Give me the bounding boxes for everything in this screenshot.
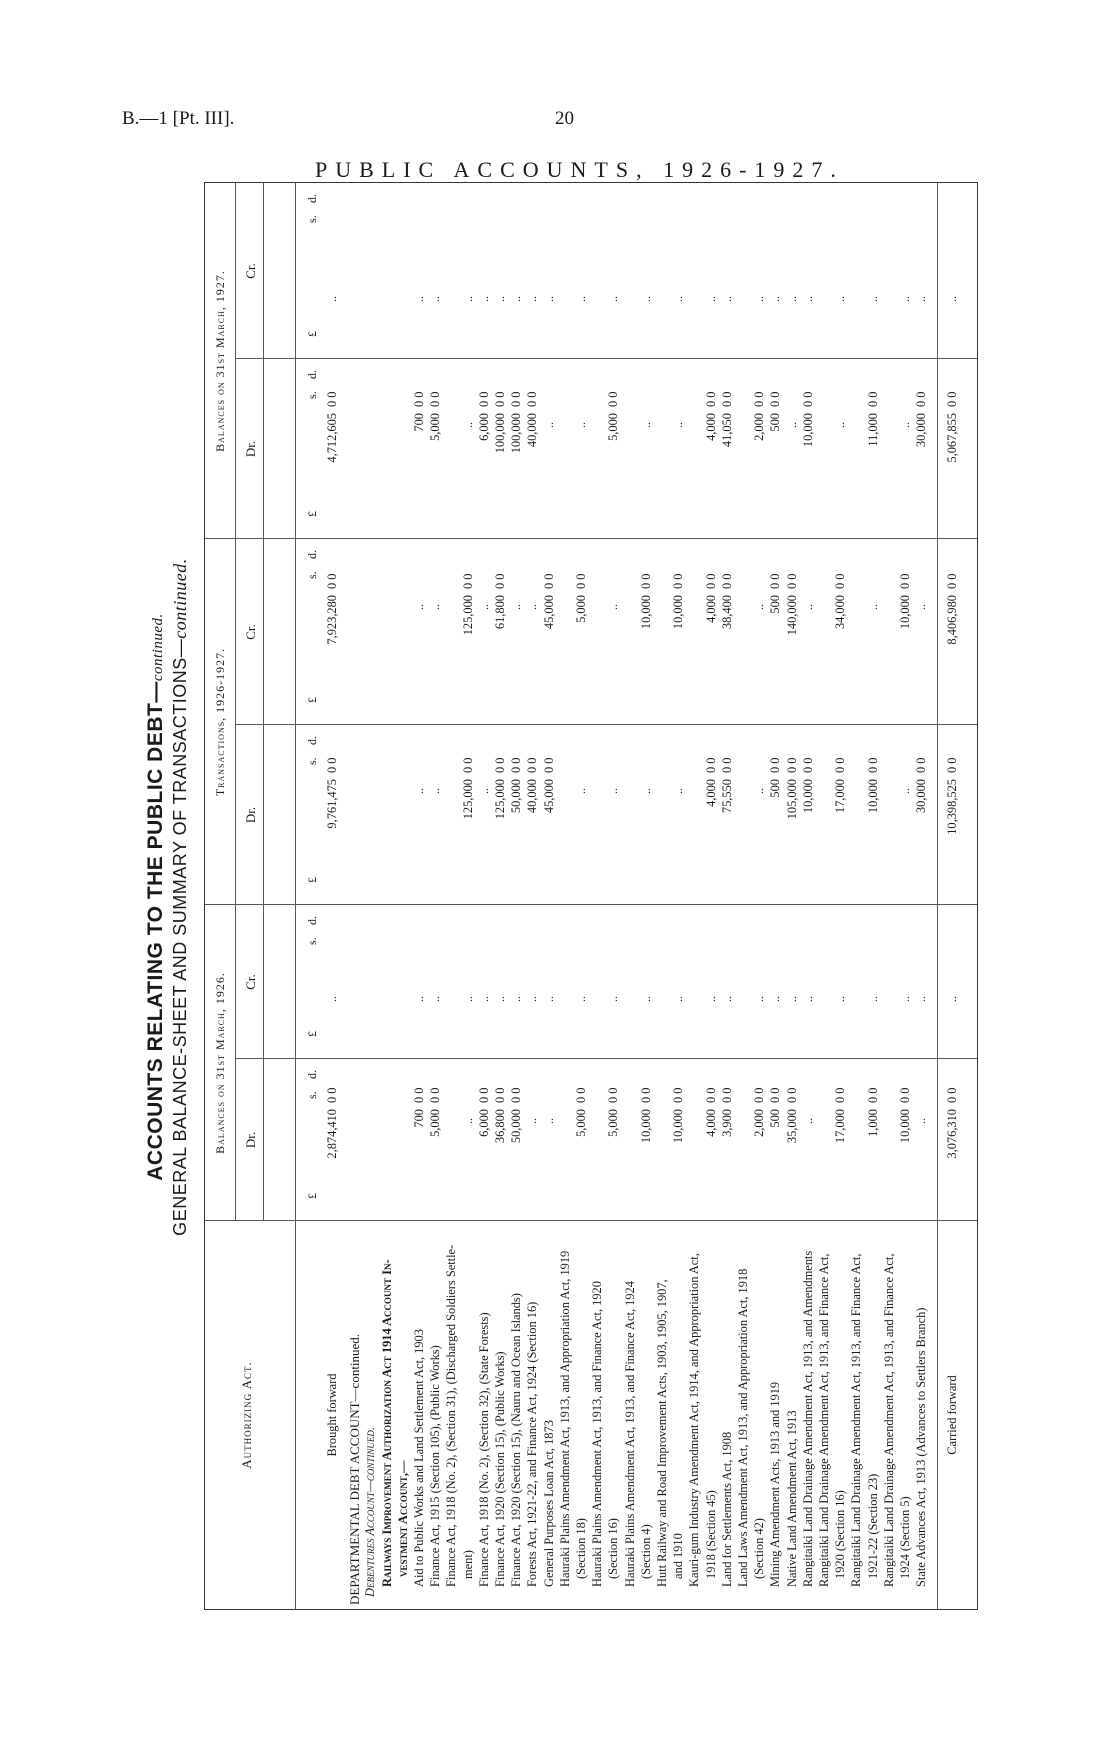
row-label: Kauri-gum Industry Amendment Act, 1914, and Appropriation Act, xyxy=(687,1253,702,1587)
b27dr-sd-cell: 0 0 xyxy=(752,391,767,407)
b27cr-cell: .. xyxy=(768,296,783,302)
trdr-cell: .. xyxy=(606,788,621,794)
b26cr-cell: .. xyxy=(412,996,426,1002)
b26dr-cell: .. xyxy=(914,1118,929,1124)
b27dr-cell: 100,000 xyxy=(493,413,507,454)
b26cr-cell: .. xyxy=(898,996,912,1002)
row-label: 1921-22 (Section 23) xyxy=(865,1473,880,1579)
row-label: 1924 (Section 5) xyxy=(898,1496,912,1579)
trdr-cell: 105,000 xyxy=(784,779,799,820)
trcr-sd-cell: 0 0 xyxy=(574,573,588,589)
trcr-cell: .. xyxy=(800,604,815,610)
row-label: vestment Account,— xyxy=(395,1460,410,1577)
trcr-cell: .. xyxy=(476,604,491,610)
b27dr-cell: .. xyxy=(784,422,799,428)
b26dr-sd-cell: 0 0 xyxy=(768,1087,783,1103)
b27dr-sd-cell: 0 0 xyxy=(525,391,540,407)
row-label: General Purposes Loan Act, 1873 xyxy=(541,1420,556,1587)
b27dr-sd-cell: 0 0 xyxy=(412,391,426,407)
row-label: DEPARTMENTAL DEBT ACCOUNT—continued. xyxy=(347,1333,363,1605)
trcr-cell: .. xyxy=(914,604,929,610)
trcr-cell: .. xyxy=(606,604,621,610)
row-label: Brought forward xyxy=(325,1373,339,1457)
table-subtitle: GENERAL BALANCE-SHEET AND SUMMARY OF TRANSACTIONS—continued. xyxy=(170,558,190,1236)
trdr-sd-cell: 0 0 xyxy=(509,757,524,773)
row-label: 1918 (Section 45) xyxy=(703,1490,718,1579)
trdr-sd-cell: 0 0 xyxy=(525,757,540,773)
b26cr-cell: .. xyxy=(800,996,815,1002)
trcr-sd-cell: 0 0 xyxy=(945,573,959,589)
b26cr-cell: .. xyxy=(671,996,686,1002)
header-left: B.—1 [Pt. III]. xyxy=(122,108,235,129)
trdr-sd-cell: 0 0 xyxy=(719,757,734,773)
b26dr-cell: .. xyxy=(460,1118,475,1124)
b27-cr-head: Cr. xyxy=(243,263,258,279)
b27dr-pound-unit: £ xyxy=(305,511,319,517)
col-transactions: Transactions, 1926-1927. xyxy=(213,647,227,797)
b26cr-cell: .. xyxy=(638,996,653,1002)
b26dr-cell: 3,900 xyxy=(719,1109,734,1137)
b27cr-cell: .. xyxy=(525,296,540,302)
trdr-cell: 10,000 xyxy=(865,779,880,814)
b27cr-cell: .. xyxy=(914,296,929,302)
b27cr-pound-unit: £ xyxy=(305,331,319,337)
b26dr-sd-cell: 0 0 xyxy=(945,1087,959,1103)
trdr-cell: 75,550 xyxy=(719,779,734,814)
trcr-cell: 8,406,980 xyxy=(945,595,959,645)
trcr-sd-cell: 0 0 xyxy=(768,573,783,589)
trdr-cell: 17,000 xyxy=(833,779,848,814)
trdr-sd-cell: 0 0 xyxy=(784,757,799,773)
b26cr-cell: .. xyxy=(325,996,339,1002)
trdr-cell: 125,000 xyxy=(460,779,475,820)
trcr-cell: 7,923,280 xyxy=(325,595,339,645)
b26dr-cell: .. xyxy=(525,1118,540,1124)
b26dr-cell: 10,000 xyxy=(898,1109,912,1144)
b27dr-cell: 2,000 xyxy=(752,413,767,441)
trcr-sd-cell: 0 0 xyxy=(833,573,848,589)
b27cr-cell: .. xyxy=(638,296,653,302)
trcr-sd-cell: 0 0 xyxy=(898,573,912,589)
b27-dr-head: Dr. xyxy=(243,440,258,458)
b27dr-cell: 4,000 xyxy=(703,413,718,441)
b26dr-sd-cell: 0 0 xyxy=(784,1087,799,1103)
trcr-cell: 45,000 xyxy=(541,595,556,630)
b26dr-cell: 50,000 xyxy=(509,1109,524,1144)
row-label: Hauraki Plains Amendment Act, 1913, and Finance Act, 1924 xyxy=(622,1281,637,1587)
row-label: Finance Act, 1920 (Section 15), (Public Works) xyxy=(493,1351,507,1587)
page-number: 20 xyxy=(555,108,574,129)
table-title: ACCOUNTS RELATING TO THE PUBLIC DEBT—continued. xyxy=(144,613,167,1181)
b26dr-sd-cell: 0 0 xyxy=(898,1087,912,1103)
row-label: Debentures Account—continued. xyxy=(363,1426,378,1597)
b26dr-cell: 35,000 xyxy=(784,1109,799,1144)
row-label: (Section 42) xyxy=(752,1518,767,1579)
trdr-sd-cell: 0 0 xyxy=(833,757,848,773)
b27cr-s-unit: s. xyxy=(305,215,319,223)
b26dr-cell: .. xyxy=(541,1118,556,1124)
trdr-sd-cell: 0 0 xyxy=(865,757,880,773)
b27dr-cell: 6,000 xyxy=(476,413,491,441)
b27dr-cell: 500 xyxy=(768,413,783,432)
trcr-cell: 4,000 xyxy=(703,595,718,623)
b26dr-cell: 500 xyxy=(768,1109,783,1128)
b26cr-cell: .. xyxy=(768,996,783,1002)
trdr-cell: .. xyxy=(428,788,443,794)
b27cr-cell: .. xyxy=(325,296,339,302)
trcr-cell: 140,000 xyxy=(784,595,799,636)
b27dr-sd-cell: 0 0 xyxy=(428,391,443,407)
b26cr-cell: .. xyxy=(752,996,767,1002)
row-label: Hutt Railway and Road Improvement Acts, 1903, 1905, 1907, xyxy=(655,1279,669,1587)
trcr-sd-cell: 0 0 xyxy=(460,573,475,589)
trcr-sd-cell: 0 0 xyxy=(671,573,686,589)
trdr-sd-cell: 0 0 xyxy=(800,757,815,773)
trdr-cell: 500 xyxy=(768,779,783,798)
trdr-cell: 40,000 xyxy=(525,779,540,814)
b26dr-cell: 700 xyxy=(412,1109,426,1128)
b26dr-sd-cell: 0 0 xyxy=(412,1087,426,1103)
trcr-cell: .. xyxy=(509,604,524,610)
b27dr-cell: .. xyxy=(460,422,475,428)
b26cr-cell: .. xyxy=(493,996,507,1002)
b26cr-cell: .. xyxy=(784,996,799,1002)
trdr-cell: 4,000 xyxy=(703,779,718,807)
b27dr-sd-cell: 0 0 xyxy=(606,391,621,407)
b26-cr-head: Cr. xyxy=(243,974,258,990)
b26dr-cell: 10,000 xyxy=(671,1109,686,1144)
running-title: PUBLIC ACCOUNTS, 1926-1927. xyxy=(315,157,844,182)
row-label: Hauraki Plains Amendment Act, 1913, and Finance Act, 1920 xyxy=(590,1281,605,1587)
tr-dr-head: Dr. xyxy=(243,806,258,824)
row-label: Railways Improvement Authorization Act 1914 Account In- xyxy=(379,1259,394,1587)
b26dr-sd-cell: 0 0 xyxy=(703,1087,718,1103)
trcr-sd-cell: 0 0 xyxy=(541,573,556,589)
row-label: Hauraki Plains Amendment Act, 1913, and Appropriation Act, 1919 xyxy=(557,1250,572,1587)
trcr-d-unit: d. xyxy=(305,550,319,559)
b26dr-cell: 6,000 xyxy=(476,1109,491,1137)
tr-cr-head: Cr. xyxy=(243,624,258,640)
b27dr-sd-cell: 0 0 xyxy=(865,391,880,407)
trdr-sd-cell: 0 0 xyxy=(768,757,783,773)
trdr-cell: 30,000 xyxy=(914,779,929,814)
b27dr-sd-cell: 0 0 xyxy=(914,391,929,407)
trcr-sd-cell: 0 0 xyxy=(784,573,799,589)
b26dr-pound-unit: £ xyxy=(305,1193,319,1199)
trdr-cell: .. xyxy=(638,788,653,794)
b26cr-cell: .. xyxy=(509,996,524,1002)
b26cr-cell: .. xyxy=(719,996,734,1002)
b26cr-cell: .. xyxy=(574,996,588,1002)
b26dr-sd-cell: 0 0 xyxy=(638,1087,653,1103)
trcr-cell: 34,000 xyxy=(833,595,848,630)
trdr-d-unit: d. xyxy=(305,736,319,745)
b26dr-sd-cell: 0 0 xyxy=(493,1087,507,1103)
b27cr-cell: .. xyxy=(703,296,718,302)
b26dr-sd-cell: 0 0 xyxy=(752,1087,767,1103)
b27dr-cell: 700 xyxy=(412,413,426,432)
b27dr-sd-cell: 0 0 xyxy=(719,391,734,407)
b26cr-cell: .. xyxy=(945,996,959,1002)
b26dr-sd-cell: 0 0 xyxy=(509,1087,524,1103)
trcr-pound-unit: £ xyxy=(305,697,319,703)
trdr-cell: .. xyxy=(752,788,767,794)
carried-forward-rule xyxy=(937,183,938,1609)
b27dr-cell: 11,000 xyxy=(865,413,880,447)
b26dr-sd-cell: 0 0 xyxy=(865,1087,880,1103)
col-balances-1926: Balances on 31st March, 1926. xyxy=(213,972,227,1154)
b26cr-cell: .. xyxy=(460,996,475,1002)
b27dr-sd-cell: 0 0 xyxy=(325,391,339,407)
b26dr-cell: 5,000 xyxy=(574,1109,588,1137)
b27cr-cell: .. xyxy=(833,296,848,302)
row-label: Carried forward xyxy=(945,1375,959,1455)
b27dr-cell: 5,000 xyxy=(606,413,621,441)
b27dr-sd-cell: 0 0 xyxy=(800,391,815,407)
b26cr-cell: .. xyxy=(606,996,621,1002)
b27cr-cell: .. xyxy=(428,296,443,302)
b27dr-d-unit: d. xyxy=(305,370,319,379)
b27cr-cell: .. xyxy=(606,296,621,302)
b26dr-cell: 5,000 xyxy=(428,1109,443,1137)
trdr-cell: 45,000 xyxy=(541,779,556,814)
row-label: (Section 18) xyxy=(574,1518,588,1579)
trcr-cell: 125,000 xyxy=(460,595,475,636)
trcr-cell: .. xyxy=(752,604,767,610)
b27cr-cell: .. xyxy=(541,296,556,302)
trcr-sd-cell: 0 0 xyxy=(638,573,653,589)
b26dr-cell: 36,800 xyxy=(493,1109,507,1144)
b27cr-cell: .. xyxy=(460,296,475,302)
row-label: (Section 16) xyxy=(606,1518,621,1579)
row-label: Aid to Public Works and Land Settlement Act, 1903 xyxy=(412,1329,426,1587)
row-label: Rangitaiki Land Drainage Amendment Act, 1913, and Finance Act, xyxy=(817,1253,831,1587)
trdr-cell: 125,000 xyxy=(493,779,507,820)
row-label: Finance Act, 1918 (No. 2), (Section 31), (Discharged Soldiers Settle- xyxy=(444,1244,459,1587)
b26dr-cell: .. xyxy=(800,1118,815,1124)
row-label: Finance Act, 1918 (No. 2), (Section 32), (State Forests) xyxy=(476,1312,491,1587)
b27dr-cell: .. xyxy=(638,422,653,428)
trdr-sd-cell: 0 0 xyxy=(493,757,507,773)
trcr-cell: .. xyxy=(865,604,880,610)
b27dr-cell: 10,000 xyxy=(800,413,815,448)
trdr-sd-cell: 0 0 xyxy=(460,757,475,773)
b27dr-cell: .. xyxy=(833,422,848,428)
b26dr-sd-cell: 0 0 xyxy=(833,1087,848,1103)
b26dr-sd-cell: 0 0 xyxy=(574,1087,588,1103)
row-label: Land for Settlements Act, 1908 xyxy=(719,1431,734,1587)
b27dr-cell: 100,000 xyxy=(509,413,524,454)
b27cr-cell: .. xyxy=(476,296,491,302)
b26dr-cell: 2,874,410 xyxy=(325,1109,339,1159)
b27cr-cell: .. xyxy=(752,296,767,302)
b26cr-pound-unit: £ xyxy=(305,1031,319,1037)
col-balances-1927: Balances on 31st March, 1927. xyxy=(213,270,227,452)
b26dr-sd-cell: 0 0 xyxy=(428,1087,443,1103)
b27cr-cell: .. xyxy=(800,296,815,302)
row-label: Forests Act, 1921-22, and Finance Act, 1924 (Section 16) xyxy=(525,1301,540,1587)
trdr-s-unit: s. xyxy=(305,757,319,765)
row-label: Rangitaiki Land Drainage Amendment Act, 1913, and Finance Act, xyxy=(849,1253,864,1587)
trcr-cell: 10,000 xyxy=(671,595,686,630)
b26dr-d-unit: d. xyxy=(305,1070,319,1079)
b27dr-cell: 40,000 xyxy=(525,413,540,448)
b27cr-cell: .. xyxy=(493,296,507,302)
b27dr-sd-cell: 0 0 xyxy=(703,391,718,407)
trdr-sd-cell: 0 0 xyxy=(703,757,718,773)
b26dr-cell: 10,000 xyxy=(638,1109,653,1144)
b26cr-s-unit: s. xyxy=(305,937,319,945)
b27dr-sd-cell: 0 0 xyxy=(509,391,524,407)
b27dr-cell: .. xyxy=(898,422,912,428)
trdr-cell: .. xyxy=(671,788,686,794)
row-label: Finance Act, 1920 (Section 15), (Nauru and Ocean Islands) xyxy=(509,1293,524,1587)
row-label: (Section 4) xyxy=(638,1524,653,1579)
b27dr-sd-cell: 0 0 xyxy=(768,391,783,407)
rotated-table-block xyxy=(138,184,978,1610)
trdr-sd-cell: 0 0 xyxy=(325,757,339,773)
trdr-cell: .. xyxy=(412,788,426,794)
trdr-cell: .. xyxy=(476,788,491,794)
trdr-sd-cell: 0 0 xyxy=(914,757,929,773)
row-label: Mining Amendment Acts, 1913 and 1919 xyxy=(768,1381,783,1587)
row-label: State Advances Act, 1913 (Advances to Settlers Branch) xyxy=(914,1307,929,1587)
b27cr-cell: .. xyxy=(945,296,959,302)
b27cr-cell: .. xyxy=(412,296,426,302)
b26-dr-head: Dr. xyxy=(243,1131,258,1149)
row-label: Rangitaiki Land Drainage Amendment Act, 1913, and Finance Act, xyxy=(881,1253,896,1587)
b26dr-cell: 1,000 xyxy=(865,1109,880,1137)
trdr-cell: .. xyxy=(898,788,912,794)
trcr-cell: 10,000 xyxy=(638,595,653,630)
trdr-sd-cell: 0 0 xyxy=(945,757,959,773)
trcr-sd-cell: 0 0 xyxy=(719,573,734,589)
b26dr-sd-cell: 0 0 xyxy=(606,1087,621,1103)
b26dr-s-unit: s. xyxy=(305,1091,319,1099)
row-label: Land Laws Amendment Act, 1913, and Appropriation Act, 1918 xyxy=(736,1268,750,1587)
b27cr-cell: .. xyxy=(671,296,686,302)
b26cr-d-unit: d. xyxy=(305,916,319,925)
trcr-sd-cell: 0 0 xyxy=(703,573,718,589)
b27dr-cell: 4,712,605 xyxy=(325,413,339,463)
b27cr-cell: .. xyxy=(509,296,524,302)
row-label: Native Land Amendment Act, 1913 xyxy=(784,1410,799,1587)
col-authorizing-act: Authorizing Act. xyxy=(239,1361,254,1469)
row-label: 1920 (Section 16) xyxy=(833,1490,848,1579)
trcr-s-unit: s. xyxy=(305,571,319,579)
b26dr-cell: 2,000 xyxy=(752,1109,767,1137)
b27dr-cell: 30,000 xyxy=(914,413,929,448)
b26dr-cell: 5,000 xyxy=(606,1109,621,1137)
b26cr-cell: .. xyxy=(865,996,880,1002)
b26dr-cell: 17,000 xyxy=(833,1109,848,1144)
b27dr-cell: 41,050 xyxy=(719,413,734,448)
trcr-sd-cell: 0 0 xyxy=(325,573,339,589)
trcr-cell: .. xyxy=(525,604,540,610)
trcr-sd-cell: 0 0 xyxy=(493,573,507,589)
b27cr-cell: .. xyxy=(574,296,588,302)
b26dr-sd-cell: 0 0 xyxy=(719,1087,734,1103)
b26cr-cell: .. xyxy=(525,996,540,1002)
b27cr-d-unit: d. xyxy=(305,194,319,203)
b27dr-cell: .. xyxy=(671,422,686,428)
trdr-cell: .. xyxy=(574,788,588,794)
row-label: ment) xyxy=(460,1550,475,1579)
trcr-cell: 500 xyxy=(768,595,783,614)
b26cr-cell: .. xyxy=(703,996,718,1002)
b27dr-sd-cell: 0 0 xyxy=(493,391,507,407)
trdr-cell: 10,398,525 xyxy=(945,779,959,835)
b26cr-cell: .. xyxy=(833,996,848,1002)
b27cr-cell: .. xyxy=(865,296,880,302)
trdr-pound-unit: £ xyxy=(305,877,319,883)
trdr-cell: 50,000 xyxy=(509,779,524,814)
trdr-cell: 9,761,475 xyxy=(325,779,339,829)
b26cr-cell: .. xyxy=(476,996,491,1002)
b27dr-cell: .. xyxy=(574,422,588,428)
row-label: Rangitaiki Land Drainage Amendment Act, 1913, and Amendments xyxy=(800,1250,815,1587)
b26dr-sd-cell: 0 0 xyxy=(671,1087,686,1103)
trcr-cell: .. xyxy=(412,604,426,610)
b26dr-sd-cell: 0 0 xyxy=(476,1087,491,1103)
balance-table xyxy=(204,182,978,1610)
b26cr-cell: .. xyxy=(541,996,556,1002)
b27cr-cell: .. xyxy=(784,296,799,302)
b27cr-cell: .. xyxy=(898,296,912,302)
b27dr-cell: 5,000 xyxy=(428,413,443,441)
row-label: and 1910 xyxy=(671,1533,686,1579)
b27dr-s-unit: s. xyxy=(305,391,319,399)
trcr-cell: 61,800 xyxy=(493,595,507,630)
b26dr-cell: 3,076,310 xyxy=(945,1109,959,1159)
trcr-cell: 5,000 xyxy=(574,595,588,623)
b27dr-cell: 5,067,855 xyxy=(945,413,959,463)
trcr-cell: 38,400 xyxy=(719,595,734,630)
row-label: Finance Act, 1915 (Section 105), (Public Works) xyxy=(428,1345,443,1587)
b26dr-sd-cell: 0 0 xyxy=(325,1087,339,1103)
b26cr-cell: .. xyxy=(428,996,443,1002)
b27cr-cell: .. xyxy=(719,296,734,302)
b27dr-sd-cell: 0 0 xyxy=(945,391,959,407)
b27dr-sd-cell: 0 0 xyxy=(476,391,491,407)
trcr-cell: .. xyxy=(428,604,443,610)
b27dr-cell: .. xyxy=(541,422,556,428)
trdr-cell: 10,000 xyxy=(800,779,815,814)
trdr-sd-cell: 0 0 xyxy=(541,757,556,773)
b26dr-cell: 4,000 xyxy=(703,1109,718,1137)
b26cr-cell: .. xyxy=(914,996,929,1002)
trcr-cell: 10,000 xyxy=(898,595,912,630)
